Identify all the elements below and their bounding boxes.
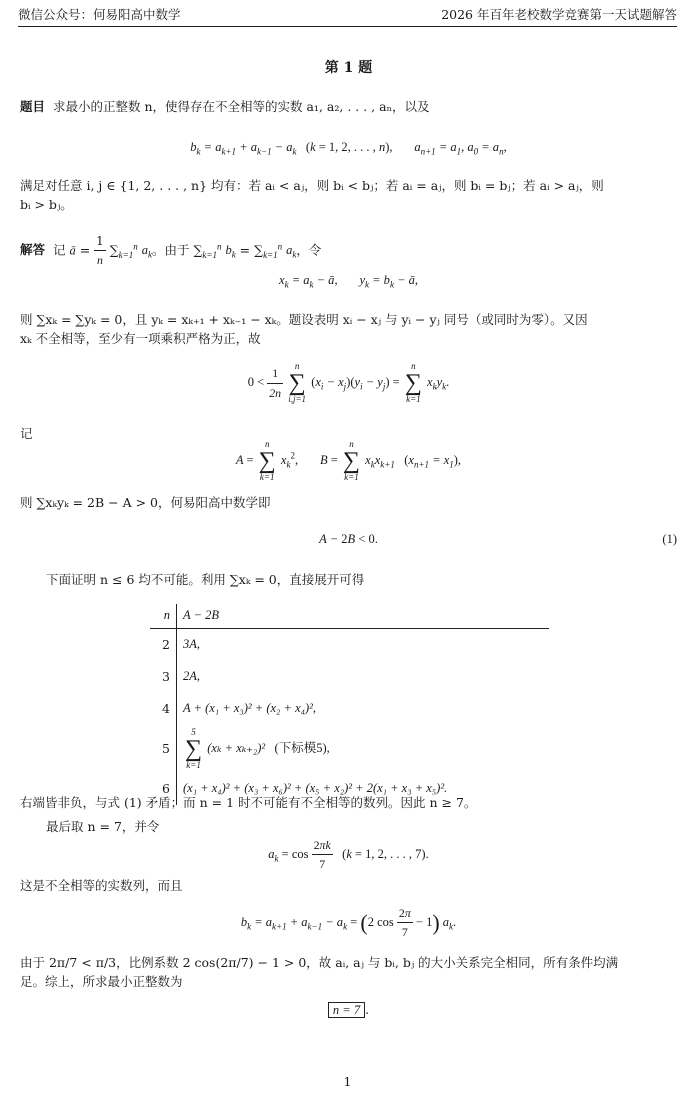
table-row5-note: (下标模5),	[274, 740, 330, 755]
table-header-n: n	[150, 604, 177, 629]
condition-line-2: bᵢ > bⱼ。	[20, 197, 73, 213]
table-cell-expr: 3A,	[183, 637, 201, 652]
solution-paragraph-4: 则 ∑xₖyₖ = 2B − A > 0，何易阳高中数学即	[20, 495, 271, 510]
expansion-table	[150, 604, 549, 805]
table-header-row	[150, 604, 549, 629]
a-construction-equation: $a_k = \cos$ $\frac{2\pi k}{7}$ (k = 1, 2, . . . , 7).	[268, 838, 429, 872]
equation-number: (1)	[662, 532, 677, 546]
xy-definition-equation: $x_k = a_k$ − ā, $y_k = b_k$ − ā,	[279, 273, 418, 290]
solution-text-b: 由于	[164, 242, 194, 258]
table-cell-n: 6	[150, 773, 177, 805]
solution-p9-line-1: 由于 2π/7 < π/3，比例系数 2 cos(2π/7) − 1 > 0，故 aᵢ, aⱼ 与 bᵢ, bⱼ 的大小关系完全相同，所有条件均满	[20, 955, 619, 970]
solution-p9-line-2: 足。综上，所求最小正整数为	[20, 974, 183, 990]
header-left: 微信公众号：何易阳高中数学	[18, 7, 181, 23]
AB-definition-equation: A = n ∑ k=1 $x_k^2$, B = n ∑ k=1 $x_kx_{k+1}$ $(x_{n+1} = x_1)$,	[235, 439, 462, 482]
table-row	[150, 629, 549, 662]
table-header-expr: A − 2B	[177, 604, 550, 629]
problem-title: 第 1 题	[324, 60, 373, 76]
page-number: 1	[343, 1074, 352, 1089]
condition-line-1: 满足对任意 i, j ∈ {1, 2, . . . , n} 均有：若 aᵢ < aⱼ，则 bᵢ < bⱼ；若 aᵢ = aⱼ，则 bᵢ = bⱼ；若 aᵢ > aⱼ，则	[20, 178, 604, 193]
solution-p2-line-2: xₖ 不全相等，至少有一项乘积严格为正，故	[20, 331, 261, 347]
solution-paragraph-9	[20, 953, 677, 992]
table-row	[150, 725, 549, 773]
solution-label: 解答	[20, 242, 46, 258]
table-cell-n: 2	[150, 629, 177, 662]
header-right: 2026 年百年老校数学竞赛第一天试题解答	[441, 7, 677, 23]
solution-paragraph-6: 右端皆非负，与式 (1) 矛盾；而 n = 1 时不可能有不全相等的数列。因此 n ≥ 7。	[20, 795, 477, 810]
solution-paragraph-2	[20, 310, 677, 349]
table-cell-expr: 5 ∑ k=1 (xₖ + xₖ₊₂)² (下标模5),	[185, 727, 330, 770]
table-cell-expr: (x₁ + x₄)² + (x₃ + x₆)² + (x₅ + x₂)² + 2(x₁ + x₃ + x₅)².	[183, 781, 448, 796]
solution-intro: 解答 记 ā = $\frac{1}{n}$ $\sum_{k=1}^n$ $a_k$。由于 $\sum_{k=1}^n$ $b_k = \sum_{k=1}^n$ $a_k$，令	[20, 234, 322, 268]
answer-box: n = 7	[328, 1002, 365, 1018]
table-cell-n: 5	[150, 725, 177, 773]
final-answer: n = 7 .	[20, 1000, 677, 1020]
b-construction-equation: $b_k = a_{k+1} + a_{k-1} - a_k = (2$ cos $\frac{2\pi}{7}$ − 1) $a_k$.	[240, 906, 457, 940]
table-cell-n: 4	[150, 693, 177, 725]
solution-paragraph-7: 最后取 n = 7，并令	[46, 819, 160, 834]
positivity-inequality: 0 < $\frac{1}{2n}$ n ∑ i,j=1 $(x_i - x_j)(y_i - y_j)$ = n ∑ k=1 $x_ky_k$.	[247, 361, 450, 404]
table-cell-n: 3	[150, 661, 177, 693]
running-header	[18, 4, 677, 27]
b-definition-equation: $b_k = a_{k+1} + a_{k-1} - a_k$ (k = 1, 2, . . . , n), $a_{n+1} = a_1$, $a_0 = a_n$,	[190, 140, 507, 157]
solution-paragraph-5: 下面证明 n ≤ 6 均不可能。利用 ∑xₖ = 0，直接展开可得	[46, 572, 365, 587]
solution-p2-line-1: 则 ∑xₖ = ∑yₖ = 0，且 yₖ = xₖ₊₁ + xₖ₋₁ − xₖ。题设表明 xᵢ − xⱼ 与 yᵢ − yⱼ 同号（或同时为零）。又因	[20, 312, 588, 327]
problem-condition	[20, 176, 677, 215]
table-cell-expr: 2A,	[183, 669, 201, 684]
solution-paragraph-8: 这是不全相等的实数列，而且	[20, 878, 183, 893]
table-row	[150, 661, 549, 693]
solution-paragraph-3: 记	[20, 426, 33, 441]
problem-statement	[20, 97, 677, 116]
solution-text-a: 记	[53, 242, 70, 258]
problem-intro: 求最小的正整数 n，使得存在不全相等的实数 a₁, a₂, . . . , aₙ，以及	[53, 99, 430, 114]
problem-label: 题目	[20, 99, 46, 114]
solution-text-c: 令	[308, 242, 322, 258]
table-row5-expr: (xₖ + xₖ₊₂)²	[207, 740, 266, 755]
table-row	[150, 693, 549, 725]
table-cell-expr: A + (x₁ + x₃)² + (x₂ + x₄)²,	[183, 701, 316, 716]
inequality-1: A − 2B < 0. (1)	[20, 530, 677, 549]
